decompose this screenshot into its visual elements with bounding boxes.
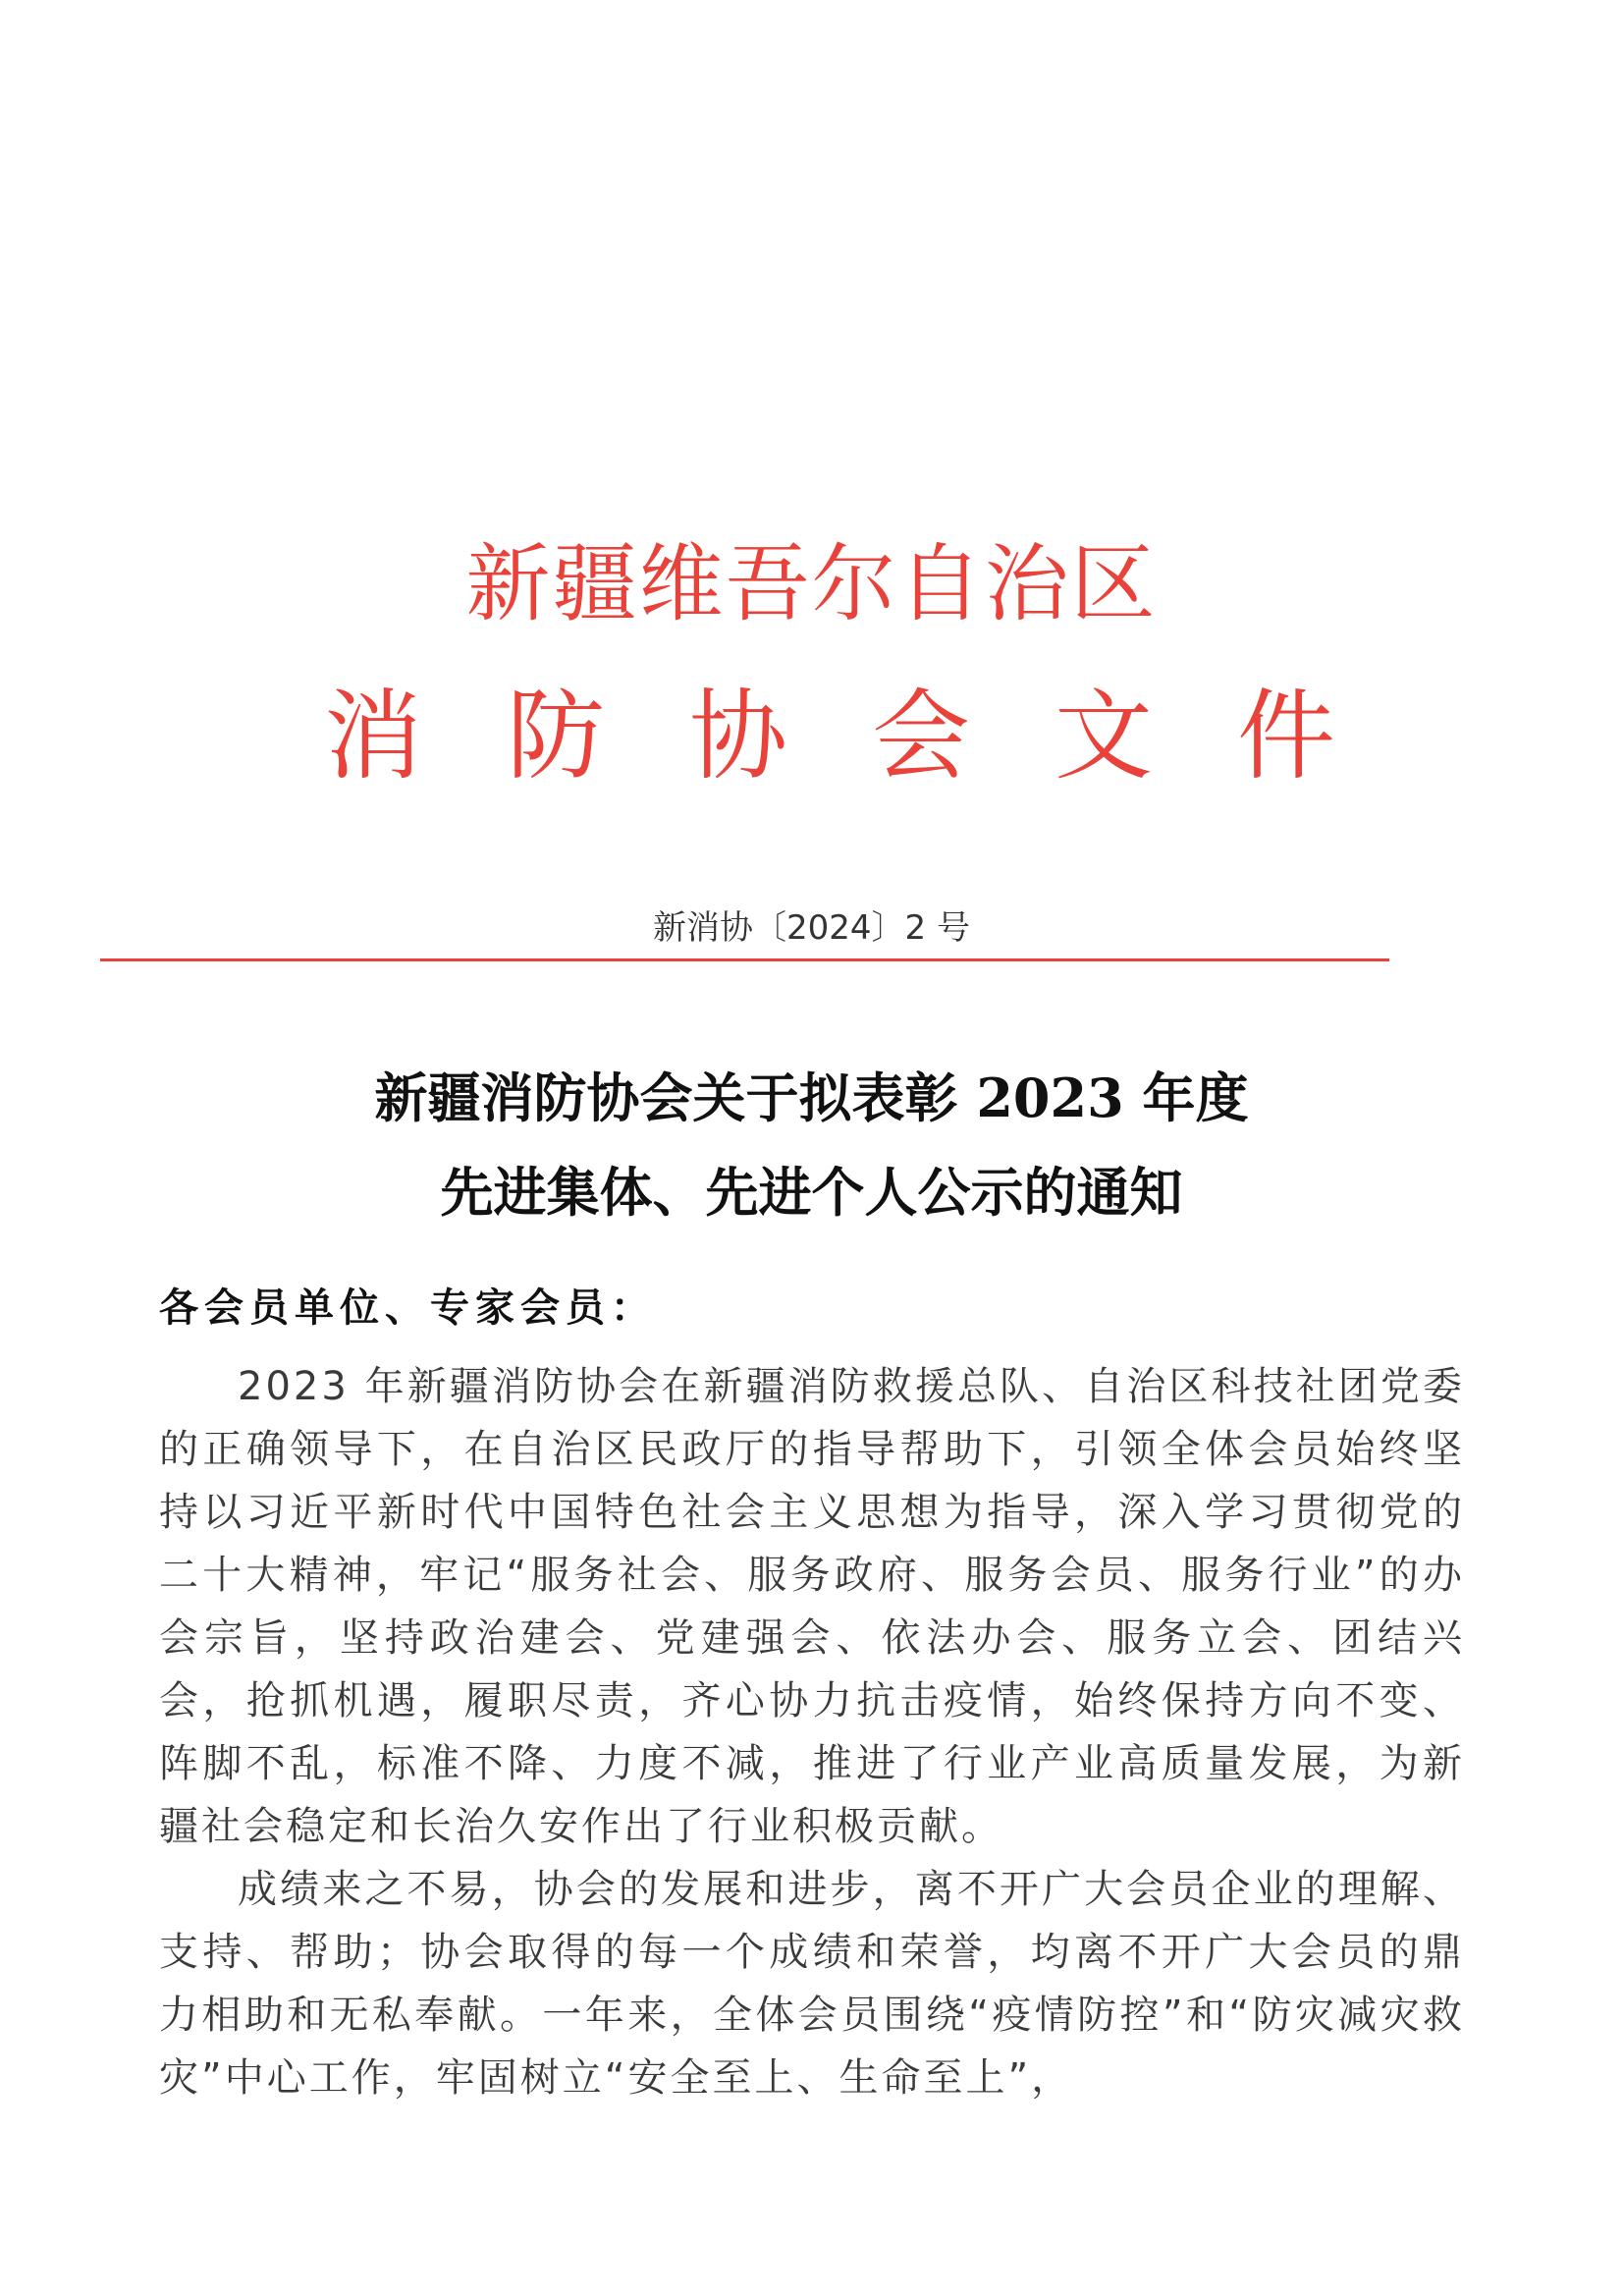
salutation: 各会员单位、专家会员：: [159, 1285, 656, 1331]
body-paragraph: 成绩来之不易，协会的发展和进步，离不开广大会员企业的理解、支持、帮助；协会取得的每一个成绩和荣誉，均离不开广大会员的鼎力相助和无私奉献。一年来，全体会员围绕“疫情防控”和“防灾减灾救灾”中心工作，牢固树立“安全至上、生命至上”，: [159, 1867, 1465, 2101]
document-body: [159, 1355, 1465, 2109]
document-type-char: 防: [507, 679, 605, 793]
document-title: [0, 1051, 1623, 1239]
red-divider-line: [100, 958, 1389, 961]
document-type-char: 件: [1237, 679, 1335, 793]
title-line-1: 新疆消防协会关于拟表彰 2023 年度: [374, 1066, 1249, 1129]
body-paragraph: 2023 年新疆消防协会在新疆消防救援总队、自治区科技社团党委的正确领导下，在自治区民政厅的指导帮助下，引领全体会员始终坚持以习近平新时代中国特色社会主义思想为指导，深入学习贯彻党的二十大精神，牢记“服务社会、服务政府、服务会员、服务行业”的办会宗旨，坚持政治建会、党建强会、依法办会、服务立会、团结兴会，抢抓机遇，履职尽责，齐心协力抗击疫情，始终保持方向不变、阵脚不乱，标准不降、力度不减，推进了行业产业高质量发展，为新疆社会稳定和长治久安作出了行业积极贡献。: [159, 1364, 1465, 1849]
issuing-organization: 新疆维吾尔自治区: [465, 535, 1158, 633]
document-type-char: 会: [872, 679, 970, 793]
document-type-char: 消: [324, 679, 422, 793]
title-line-2: 先进集体、先进个人公示的通知: [440, 1161, 1183, 1224]
document-type-heading: [324, 678, 1335, 795]
document-number: 新消协〔2024〕2 号: [653, 908, 970, 948]
document-type-char: 文: [1055, 679, 1153, 793]
document-type-char: 协: [689, 679, 787, 793]
